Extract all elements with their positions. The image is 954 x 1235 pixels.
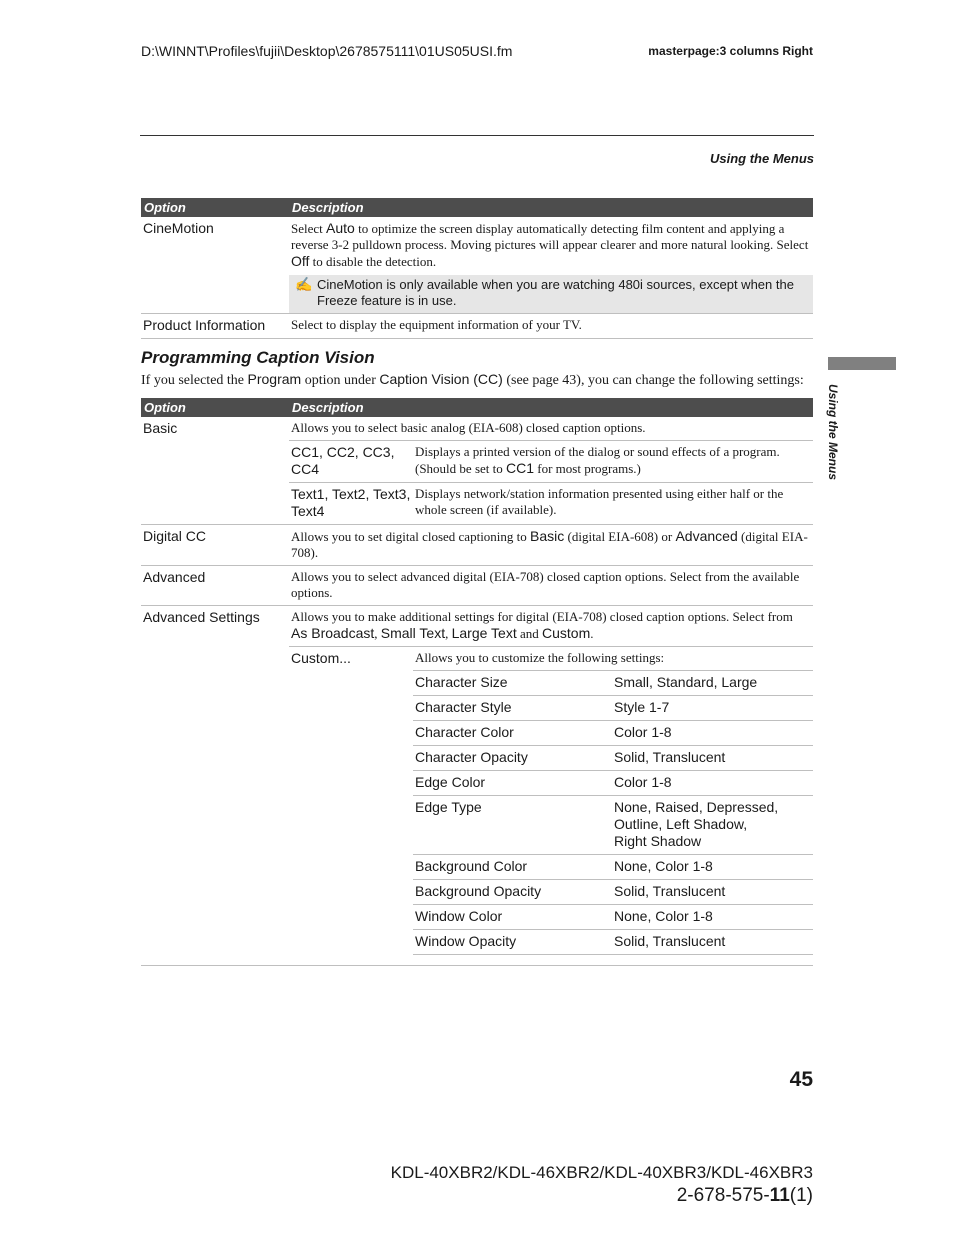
setting-name: Character Color [413, 721, 612, 746]
advanced-settings-description: Allows you to make additional settings for digital (EIA-708) closed caption options. Select from As Broadcast, Small Text, Large Text and Custom. [289, 606, 813, 647]
setting-name: Character Size [413, 671, 612, 696]
side-tab-label: Using the Menus [826, 384, 840, 481]
model-numbers: KDL-40XBR2/KDL-46XBR2/KDL-40XBR3/KDL-46XBR3 [390, 1163, 813, 1182]
table-row [141, 314, 813, 339]
setting-name: Character Style [413, 696, 612, 721]
setting-value: None, Raised, Depressed, Outline, Left Shadow, Right Shadow [612, 796, 813, 855]
setting-value: Color 1-8 [612, 771, 813, 796]
caption-vision-table [141, 398, 813, 966]
setting-value: Solid, Translucent [612, 880, 813, 905]
table-row [141, 606, 813, 647]
option-advanced-settings: Advanced Settings [141, 606, 289, 966]
file-path: D:\WINNT\Profiles\fujii\Desktop\2678575111\01US05USI.fm [141, 43, 513, 59]
intro-paragraph: If you selected the Program option under Caption Vision (CC) (see page 43), you can change the following settings: [141, 371, 804, 388]
setting-value: None, Color 1-8 [612, 905, 813, 930]
basic-text-label: Text1, Text2, Text3, Text4 [289, 483, 413, 525]
section-header: Using the Menus [709, 151, 814, 166]
note-pencil-icon: ✍ [295, 276, 313, 292]
basic-cc-description: Displays a printed version of the dialog or sound effects of a program. (Should be set to CC1 for most programs.) [413, 441, 813, 483]
option-cinemotion: CineMotion [141, 217, 289, 314]
setting-value: None, Color 1-8 [612, 855, 813, 880]
product-information-description: Select to display the equipment information of your TV. [289, 314, 813, 339]
column-header-option: Option [141, 198, 289, 217]
option-advanced: Advanced [141, 566, 289, 606]
masterpage-label: masterpage:3 columns Right [648, 44, 813, 58]
custom-description: Allows you to customize the following settings: [413, 647, 813, 671]
column-header-option: Option [141, 398, 289, 417]
column-header-description: Description [289, 198, 813, 217]
setting-value: Small, Standard, Large [612, 671, 813, 696]
setting-name: Character Opacity [413, 746, 612, 771]
advanced-description: Allows you to select advanced digital (EIA-708) closed caption options. Select from the available options. [289, 566, 813, 606]
table-header-row [141, 398, 813, 417]
document-code: 2-678-575-11(1) [676, 1185, 813, 1206]
setting-name: Background Opacity [413, 880, 612, 905]
basic-description: Allows you to select basic analog (EIA-608) closed caption options. [289, 417, 813, 441]
setting-name: Window Opacity [413, 930, 612, 955]
basic-cc-label: CC1, CC2, CC3, CC4 [289, 441, 413, 483]
basic-text-description: Displays network/station information presented using either half or the whole screen (if available). [413, 483, 813, 525]
table-row [141, 566, 813, 606]
setting-value: Color 1-8 [612, 721, 813, 746]
setting-value: Solid, Translucent [612, 746, 813, 771]
setting-value: Solid, Translucent [612, 930, 813, 955]
side-tab-bar [828, 357, 896, 370]
table-row [141, 217, 813, 275]
table-header-row [141, 198, 813, 217]
table-end-spacer [413, 955, 813, 966]
setting-name: Edge Type [413, 796, 612, 855]
cinemotion-description: Select Auto to optimize the screen display automatically detecting film content and applying a reverse 3-2 pulldown process. Moving pictures will appear clearer and more natural looking. Select Off to disable the detection. [291, 220, 809, 269]
setting-name: Edge Color [413, 771, 612, 796]
top-rule [140, 135, 814, 136]
cinemotion-note: ✍ CineMotion is only available when you are watching 480i sources, except when the Freeze feature is in use. [289, 275, 813, 314]
custom-label: Custom... [289, 647, 413, 966]
column-header-description: Description [289, 398, 813, 417]
digital-cc-description: Allows you to set digital closed captioning to Basic (digital EIA-608) or Advanced (digital EIA-708). [289, 525, 813, 566]
option-digital-cc: Digital CC [141, 525, 289, 566]
table-row [141, 525, 813, 566]
setting-name: Window Color [413, 905, 612, 930]
option-basic: Basic [141, 417, 289, 525]
page-number: 45 [789, 1068, 813, 1091]
option-product-information: Product Information [141, 314, 289, 339]
setting-name: Background Color [413, 855, 612, 880]
table-row [141, 417, 813, 441]
setting-value: Style 1-7 [612, 696, 813, 721]
section-heading: Programming Caption Vision [141, 348, 375, 367]
picture-options-table [141, 198, 813, 339]
